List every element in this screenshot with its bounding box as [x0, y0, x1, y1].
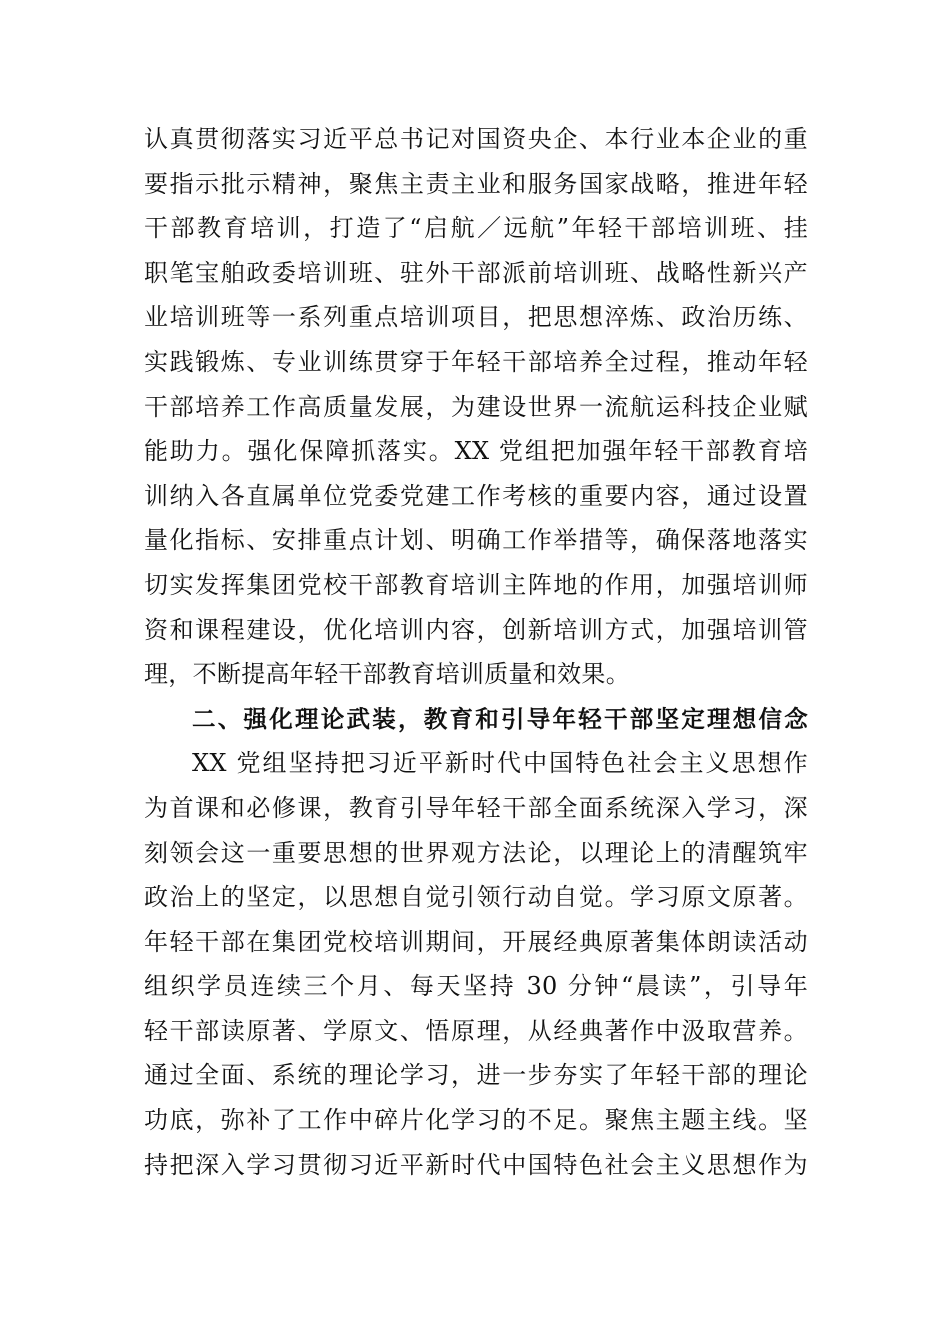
text-line: 训纳入各直属单位党委党建工作考核的重要内容，通过设置 — [144, 481, 808, 510]
text-line: 资和课程建设，优化培训内容，创新培训方式，加强培训管 — [144, 615, 808, 644]
text-line: 业培训班等一系列重点培训项目，把思想淬炼、政治历练、 — [144, 303, 808, 332]
text-line: 年轻干部在集团党校培训期间，开展经典原著集体朗读活动 — [144, 927, 808, 956]
text-line: 持把深入学习贯彻习近平新时代中国特色社会主义思想作为 — [144, 1150, 808, 1179]
text-line: 政治上的坚定，以思想自觉引领行动自觉。学习原文原著。 — [144, 883, 808, 912]
text-line: 轻干部读原著、学原文、悟原理，从经典著作中汲取营养。 — [144, 1016, 808, 1045]
text-line: 组织学员连续三个月、每天坚持 30 分钟“晨读”，引导年 — [144, 972, 808, 1001]
text-line: 通过全面、系统的理论学习，进一步夯实了年轻干部的理论 — [144, 1061, 808, 1090]
text-line: 职笔宝舶政委培训班、驻外干部派前培训班、战略性新兴产 — [144, 258, 808, 287]
text-line: 干部培养工作高质量发展，为建设世界一流航运科技企业赋 — [144, 392, 808, 421]
text-line: 切实发挥集团党校干部教育培训主阵地的作用，加强培训师 — [144, 570, 808, 599]
text-line: 为首课和必修课，教育引导年轻干部全面系统深入学习，深 — [144, 793, 808, 822]
text-line: 理，不断提高年轻干部教育培训质量和效果。 — [144, 660, 630, 689]
text-line: 能助力。强化保障抓落实。XX 党组把加强年轻干部教育培 — [144, 437, 808, 466]
text-line: 要指示批示精神，聚焦主责主业和服务国家战略，推进年轻 — [144, 169, 808, 198]
text-line: 刻领会这一重要思想的世界观方法论，以理论上的清醒筑牢 — [144, 838, 808, 867]
text-line: 认真贯彻落实习近平总书记对国资央企、本行业本企业的重 — [144, 125, 808, 153]
text-line: 干部教育培训，打造了“启航／远航”年轻干部培训班、挂 — [144, 214, 808, 243]
text-line: 功底，弥补了工作中碎片化学习的不足。聚焦主题主线。坚 — [144, 1106, 808, 1135]
text-line: 量化指标、安排重点计划、明确工作举措等，确保落地落实 — [144, 526, 808, 555]
text-line: 实践锻炼、专业训练贯穿于年轻干部培养全过程，推动年轻 — [144, 347, 808, 376]
text-line: XX 党组坚持把习近平新时代中国特色社会主义思想作 — [192, 749, 808, 778]
section-heading: 二、强化理论武装，教育和引导年轻干部坚定理想信念 — [192, 704, 808, 733]
body-text — [144, 117, 808, 1187]
